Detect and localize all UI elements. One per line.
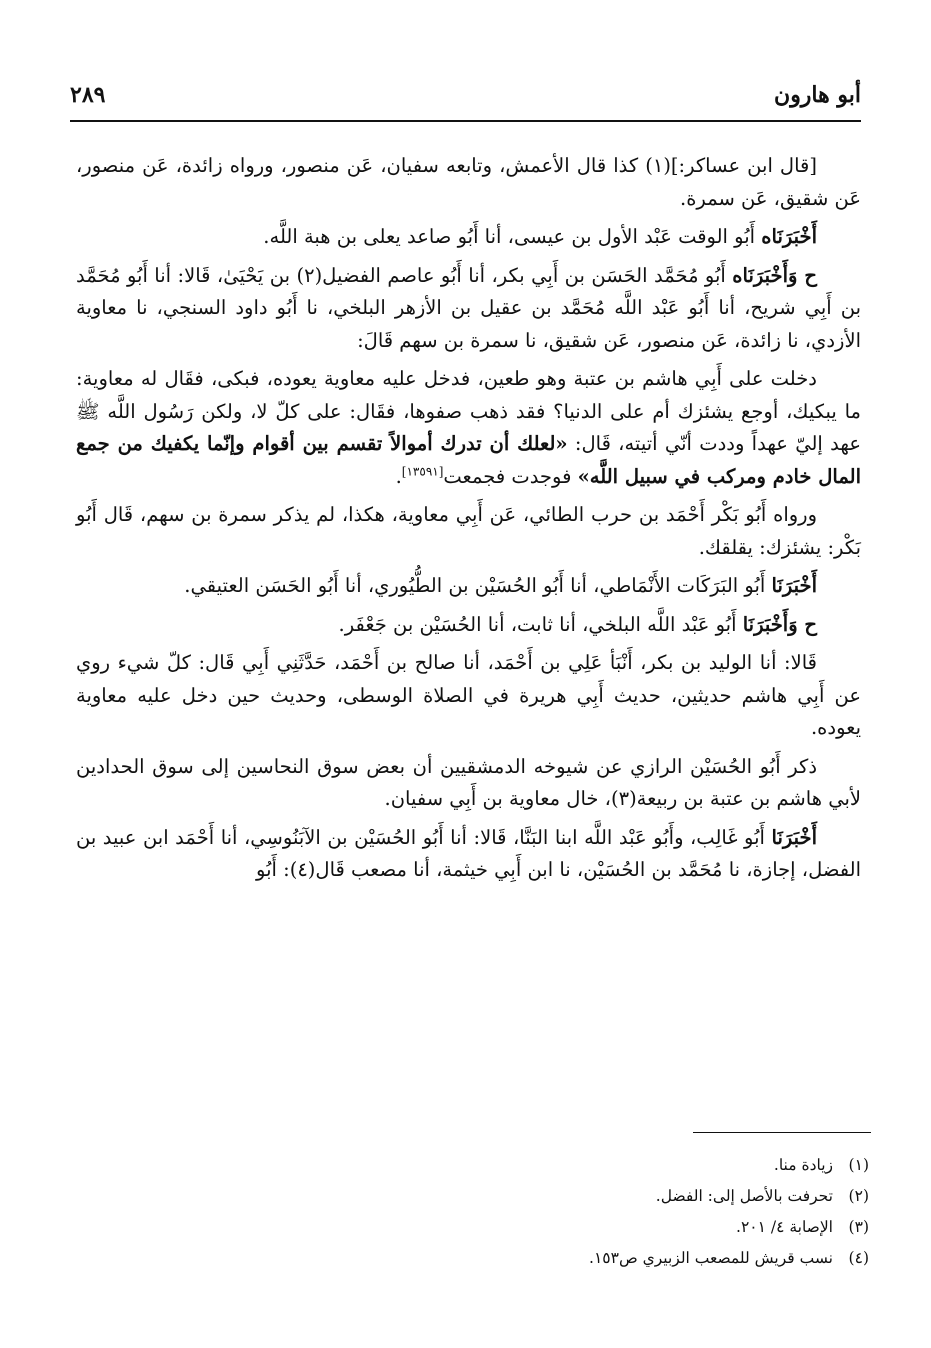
paragraph: [76, 609, 861, 642]
header-rule: [70, 120, 861, 122]
paragraph-text: قَالا: أنا الوليد بن بكر، أَنْبَأ عَلِي بن أَحْمَد، أنا صالح بن أَحْمَد، حَدَّثَنِي أَبِي قَال: كلّ شيء روي عن أَبِي هاشم حديثين، حديث أَبِي هريرة في الصلاة الوسطى، وحديث حين دخل عليه معاوية يعوده.: [76, 651, 861, 739]
paragraph-text: فوجدت فجمعت: [443, 464, 578, 488]
paragraph-text: ذكر أَبُو الحُسَيْن الرازي عن شيوخه الدمشقيين أن بعض سوق النحاسين إلى سوق الحدادين لأبي هاشم بن عتبة بن ربيعة(٣)، خال معاوية بن أَبِي سفيان.: [76, 754, 861, 810]
footnote-number: (١): [848, 1156, 869, 1174]
paragraph-text: أَبُو غَالِب، وأَبُو عَبْد اللَّه ابنا البَنَّا، قَالا: أنا أَبُو الحُسَيْن بن الآبَنُوسِي، أنا أَحْمَد ابن عبيد بن الفضل، إجازة، نا مُحَمَّد بن الحُسَيْن، نا ابن أَبِي خيثمة، أنا مصعب قَال(٤): أَبُو: [76, 825, 861, 881]
paragraph: [76, 150, 861, 215]
paragraph: [76, 221, 861, 254]
isnad-lead: أَخْبَرَنَا: [771, 574, 817, 597]
paragraph: [76, 260, 861, 358]
isnad-lead: أَخْبَرَنَا: [771, 825, 817, 849]
hadith-number: [١٣٥٩١]: [401, 464, 444, 478]
footnote: [200, 1150, 869, 1181]
paragraph-text: أَبُو البَرَكَات الأَنْمَاطي، أنا أَبُو الحُسَيْن بن الطُّيُوري، أنا أَبُو الحَسَن العتيقي.: [184, 574, 772, 597]
footnote-number: (٣): [848, 1218, 869, 1236]
footnote: [200, 1181, 869, 1212]
footnote-text: تحرفت بالأصل إلى: الفضل.: [655, 1187, 833, 1205]
paragraph-text: أَبُو الوقت عَبْد الأول بن عيسى، أنا أَبُو صاعد يعلى بن هبة اللَّه.: [263, 225, 762, 248]
page-header: [70, 82, 861, 114]
isnad-lead: أَخْبَرَنَاه: [761, 225, 817, 248]
isnad-lead: ح وَأَخْبَرَنَا: [742, 612, 817, 636]
footnote-number: (٢): [848, 1187, 869, 1205]
paragraph: [76, 647, 861, 745]
paragraph-text: أَبُو مُحَمَّد الحَسَن بن أَبِي بكر، أنا أَبُو عاصم الفضيل(٢) بن يَحْيَىٰ، قَالا: أنا أَبُو مُحَمَّد بن أَبِي شريح، أنا أَبُو عَبْد اللَّه مُحَمَّد بن عقيل بن الأزهر البلخي، نا أَبُو داود السنجي، نا معاوية الأزدي، نا زائدة، عَن منصور، عَن شقيق، نا سمرة بن سهم قَالَ:: [76, 263, 861, 352]
footnote: [200, 1243, 869, 1274]
paragraph: [76, 499, 861, 564]
paragraph-text: دخلت على أَبِي هاشم بن عتبة وهو طعين، فدخل عليه معاوية يعوده، فبكى، فقَال له معاوية: ما يبكيك، أوجع يشئزك أم على الدنيا؟ فقد ذهب صفوها، فقَال: على كلّ لا، ولكن رَسُول اللَّه ﷺ عهد إليّ عهداً وددت أنّي أتيته، قَال:: [76, 367, 861, 455]
paragraph-text: [قال ابن عساكر:](١) كذا قال الأعمش، وتابعه سفيان، عَن منصور، ورواه زائدة، عَن منصور، عَن شقيق، عَن سمرة.: [76, 154, 861, 210]
isnad-lead: ح وَأَخْبَرَنَاه: [732, 263, 818, 287]
page-number: ٢٨٩: [70, 82, 106, 108]
footnotes: [200, 1150, 869, 1274]
paragraph-text: ورواه أَبُو بَكْر أَحْمَد بن حرب الطائي، عَن أَبِي معاوية، هكذا، لم يذكر سمرة بن سهم، قَال أَبُو بَكْر: يشئزك: يقلقك.: [76, 503, 861, 559]
footnote-text: نسب قريش للمصعب الزبيري ص١٥٣.: [589, 1249, 833, 1267]
main-text: [76, 150, 861, 893]
footnote-text: الإصابة ٤/ ٢٠١.: [736, 1218, 833, 1236]
running-title: أبو هارون: [774, 82, 861, 108]
footnote-rule: [693, 1132, 871, 1133]
hadith-quote: «لعلك أن تدرك أموالاً تقسم بين أقوام وإنّما يكفيك من جمع المال خادم ومركب في سبيل اللَّه»: [76, 432, 861, 488]
paragraph-end: .: [395, 464, 402, 488]
footnote: [200, 1212, 869, 1243]
paragraph: [76, 822, 861, 887]
paragraph-text: أَبُو عَبْد اللَّه البلخي، أنا ثابت، أنا الحُسَيْن بن جَعْفَر.: [338, 612, 743, 636]
paragraph: [76, 751, 861, 816]
paragraph: [76, 363, 861, 493]
paragraph: [76, 570, 861, 603]
footnote-text: زيادة منا.: [773, 1156, 833, 1174]
footnote-number: (٤): [848, 1249, 869, 1267]
